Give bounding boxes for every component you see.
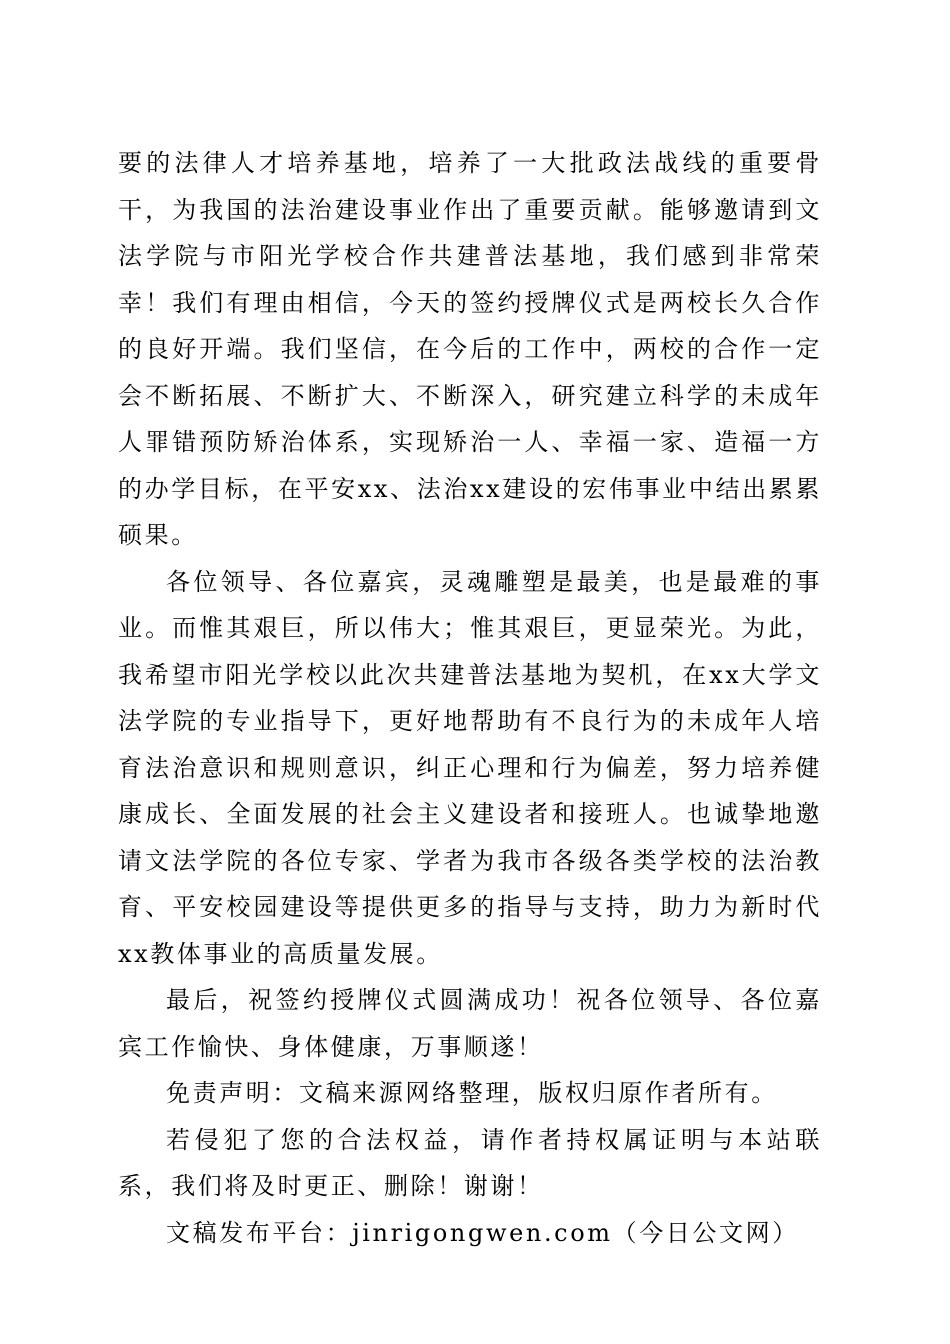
paragraph-disclaimer: 免责声明：文稿来源网络整理，版权归原作者所有。 xyxy=(166,1079,778,1107)
paragraph-hope: 各位领导、各位嘉宾，灵魂雕塑是最美，也是最难的事业。而惟其艰巨，所以伟大；惟其艰巨，更显荣光。为此，我希望市阳光学校以此次共建普法基地为契机，在xx大学文法学院的专业指导下，更好地帮助有不良行为的未成年人培育法治意识和规则意识，纠正心理和行为偏差，努力培养健康成长、全面发展的社会主义建设者和接班人。也诚挚地邀请文法学院的各位专家、学者为我市各级各类学校的法治教育、平安校园建设等提供更多的指导与支持，助力为新时代xx教体事业的高质量发展。 xyxy=(118,567,822,968)
document-body xyxy=(118,140,822,1256)
paragraph-closing: 最后，祝签约授牌仪式圆满成功！祝各位领导、各位嘉宾工作愉快、身体健康，万事顺遂！ xyxy=(118,986,822,1061)
paragraph-platform: 文稿发布平台：jinrigongwen.com（今日公文网） xyxy=(166,1218,799,1247)
paragraph-continuation: 要的法律人才培养基地，培养了一大批政法战线的重要骨干，为我国的法治建设事业作出了重要贡献。能够邀请到文法学院与市阳光学校合作共建普法基地，我们感到非常荣幸！我们有理由相信，今天的签约授牌仪式是两校长久合作的良好开端。我们坚信，在今后的工作中，两校的合作一定会不断拓展、不断扩大、不断深入，研究建立科学的未成年人罪错预防矫治体系，实现矫治一人、幸福一家、造福一方的办学目标，在平安xx、法治xx建设的宏伟事业中结出累累硕果。 xyxy=(118,149,822,549)
paragraph-infringement: 若侵犯了您的合法权益，请作者持权属证明与本站联系，我们将及时更正、删除！谢谢！ xyxy=(118,1125,822,1200)
